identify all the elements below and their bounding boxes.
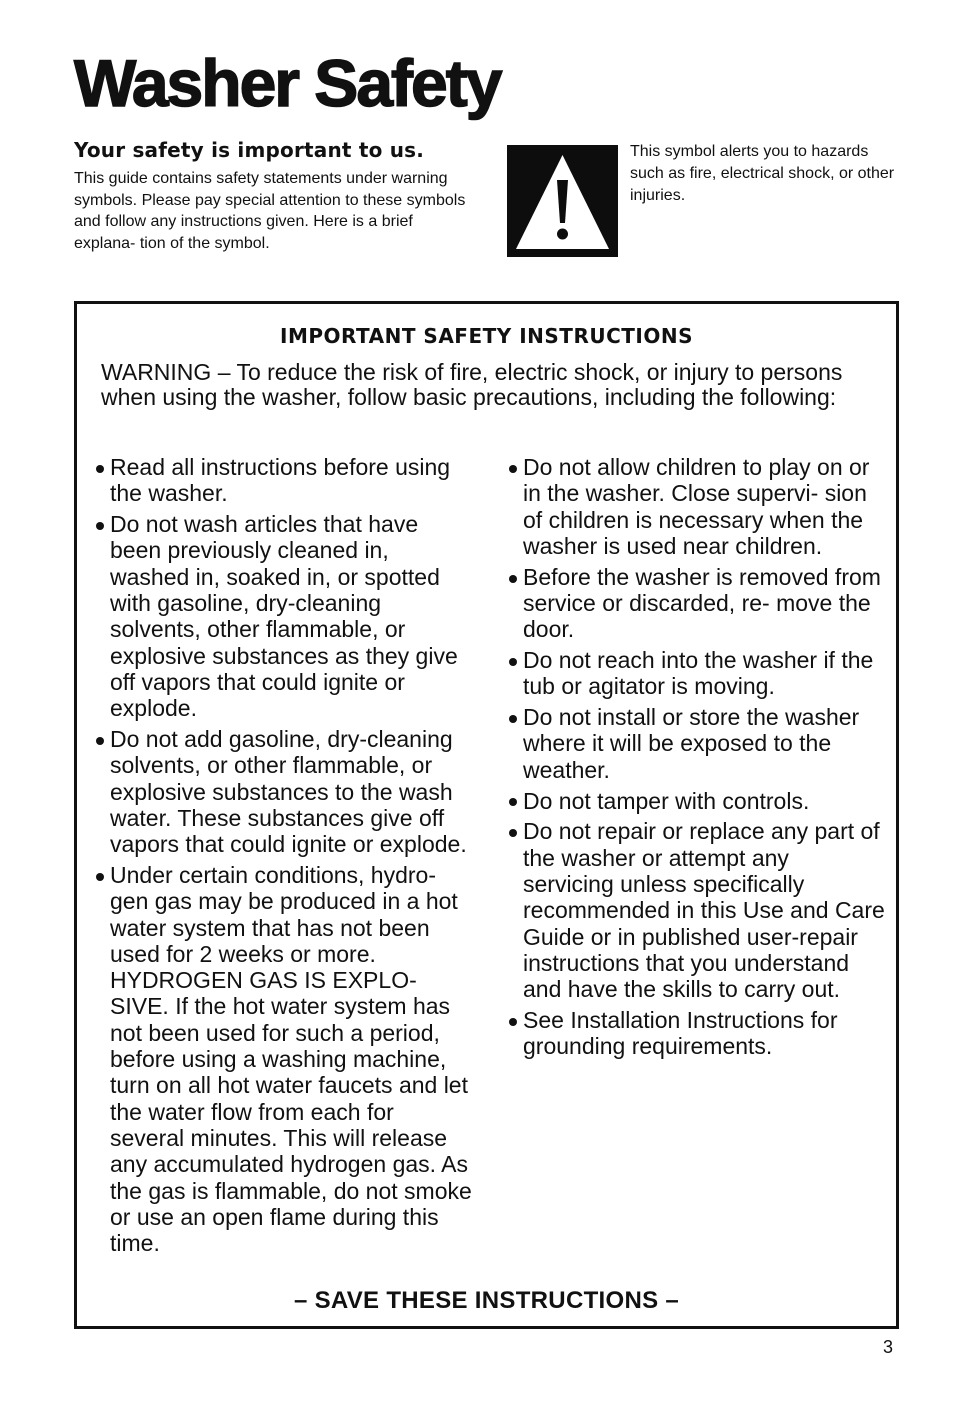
list-item: Do not reach into the washer if the tub or agitator is moving.: [501, 647, 886, 700]
bullet-icon: [509, 658, 517, 666]
bullet-icon: [509, 465, 517, 473]
symbol-description: This symbol alerts you to hazards such as fire, electrical shock, or other injuries.: [630, 143, 895, 204]
intro-subtitle: Your safety is important to us.: [74, 138, 425, 162]
bullet-icon: [96, 522, 104, 530]
instructions-right-column: [501, 454, 886, 1064]
list-item: Read all instructions before using the washer.: [88, 454, 473, 507]
list-item: Before the washer is removed from service or discarded, re- move the door.: [501, 564, 886, 643]
bullet-icon: [96, 737, 104, 745]
bullet-icon: [509, 575, 517, 583]
bullet-icon: [509, 829, 517, 837]
page-number: 3: [883, 1337, 894, 1357]
list-item: See Installation Instructions for grounding requirements.: [501, 1007, 886, 1060]
bullet-icon: [96, 465, 104, 473]
bullet-icon: [509, 715, 517, 723]
bullet-icon: [96, 873, 104, 881]
list-item: Do not add gasoline, dry-cleaning solvents, or other flammable, or explosive substances to the wash water. These substances give off vapors that could ignite or explode.: [88, 726, 473, 857]
page-title: Washer Safety: [74, 46, 501, 120]
instructions-left-column: [88, 454, 473, 1261]
bullet-icon: [509, 1018, 517, 1026]
intro-text: This guide contains safety statements under warning symbols. Please pay special attention to these symbols and follow any instructions given. Here is a brief explana- tion of the symbol.: [74, 170, 466, 252]
warning-text: WARNING – To reduce the risk of fire, electric shock, or injury to persons when using the washer, follow basic precautions, including the following:: [101, 359, 843, 410]
save-instructions-footer: – SAVE THESE INSTRUCTIONS –: [293, 1287, 680, 1314]
list-item: Do not wash articles that have been previously cleaned in, washed in, soaked in, or spotted with gasoline, dry-cleaning solvents, other flammable, or explosive substances as they give off vapors that could ignite or explode.: [88, 511, 473, 721]
list-item: Under certain conditions, hydro- gen gas may be produced in a hot water system that has not been used for 2 weeks or more. HYDROGEN GAS IS EXPLO- SIVE. If the hot water system has not been used for such a period, before using a washing machine, turn on all hot water faucets and let the water flow from each for several minutes. This will release any accumulated hydrogen gas. As the gas is flammable, do not smoke or use an open flame during this time.: [88, 862, 473, 1256]
warning-triangle-icon: [507, 145, 618, 257]
list-item: Do not repair or replace any part of the washer or attempt any servicing unless specifically recommended in this Use and Care Guide or in published user-repair instructions that you understand and have the skills to carry out.: [501, 818, 886, 1002]
list-item: Do not tamper with controls.: [501, 788, 886, 814]
list-item: Do not install or store the washer where it will be exposed to the weather.: [501, 704, 886, 783]
bullet-icon: [509, 798, 517, 806]
instructions-title: IMPORTANT SAFETY INSTRUCTIONS: [280, 324, 693, 348]
intro-section: [74, 138, 484, 254]
list-item: Do not allow children to play on or in the washer. Close supervi- sion of children is necessary when the washer is used near children.: [501, 454, 886, 559]
safety-instructions-box: [74, 301, 899, 1329]
